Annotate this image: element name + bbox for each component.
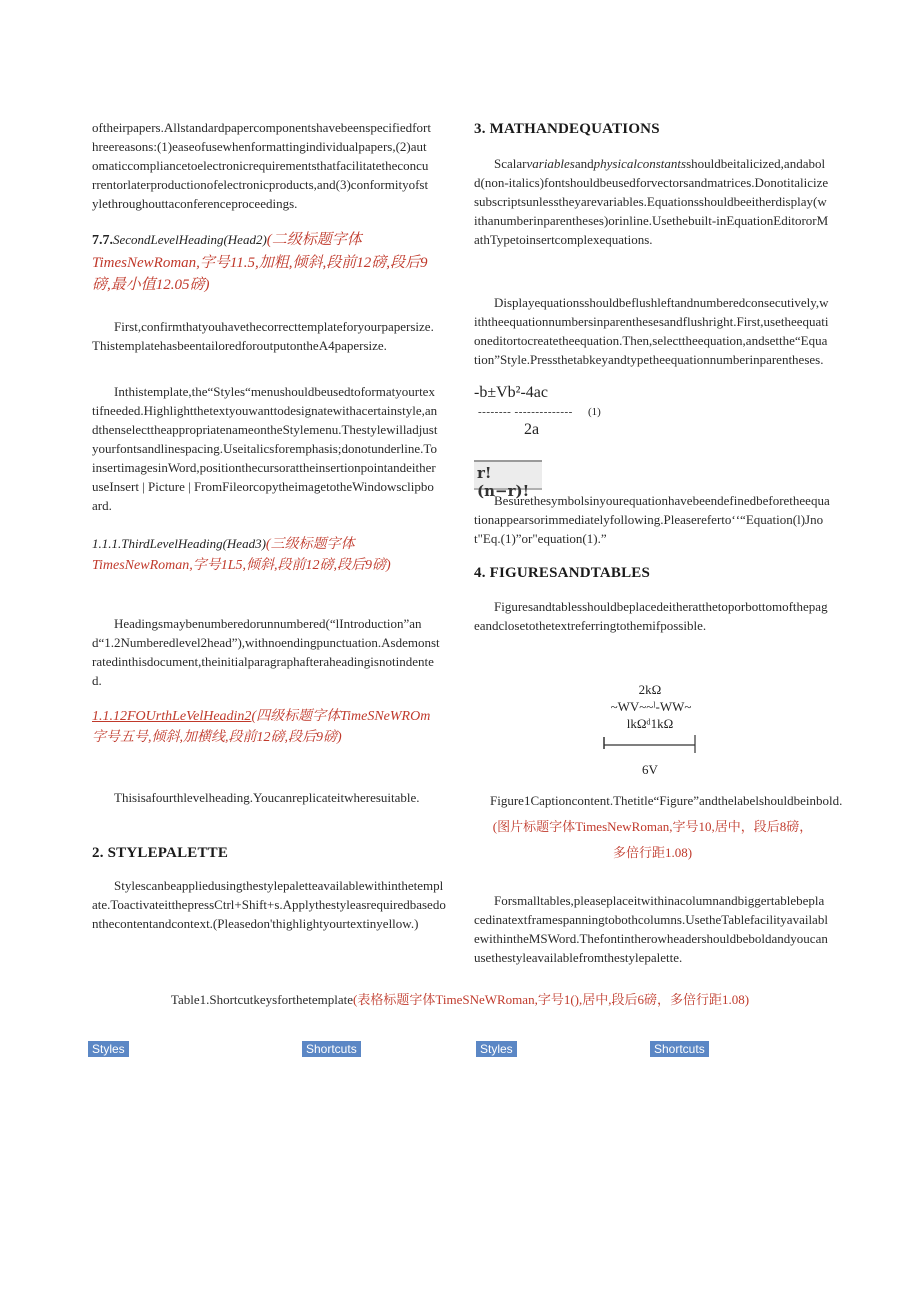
figure-caption	[490, 788, 843, 866]
tables-paragraph: Forsmalltables,pleaseplaceitwithinacolumnandbiggertablebeplacedinatextframespanningtobothcolumns.UsetheTablefacilityavailablewithintheMSWord.Thefontintherowheadershouldbeboldandyoucanusethestyleavailablefromthestylepalette.	[474, 893, 828, 965]
table-caption-text: Table1.Shortcutkeysforthetemplate	[170, 992, 354, 1007]
math-text-1: Scalar	[494, 156, 527, 171]
factorial-equation-image	[474, 460, 542, 500]
table-header-styles-2: Styles	[476, 1041, 517, 1057]
headings-paragraph: Headingsmaybenumberedorunnumbered(“lIntroduction”and“1.2Numberedlevel2head”),withnoendingpunctuation.Asdemonstratedinthisdocument,theinitialparagraphafteraheadingisnotindented.	[92, 616, 440, 688]
styles-paragraph: Inthistemplate,the“Styles“menushouldbeusedtoformatyourtextifneeded.Highlightthetextyouwanttodesignatewithacertainstyle,andthenselecttheappropriatenameontheStylemenu.Thestylewilladjustyourfontsandlinespacing.Useitalicsforemphasis;donotunderline.ToinsertimagesinWord,positionthecursorattheinsertionpointandeitheruseInsert | Picture | FromFileorcopytheimagetotheWindowsclipboard.	[92, 384, 438, 513]
circuit-label-1k: lkΩᵈ1kΩ	[626, 716, 674, 731]
head3-note: (三级标题字体TimesNewRoman,字号1L5,倾斜,段前12磅,段后9磅)	[92, 537, 391, 573]
head2-note: (二级标题字体TimesNewRoman,字号11.5,加粗,倾斜,段前12磅,段后9磅,最小值12.05磅)	[92, 232, 428, 293]
head3-title: 1.1.1.ThirdLevelHeading(Head3)	[92, 536, 266, 551]
circuit-voltage: 6V	[642, 762, 658, 777]
math-text-2: and	[574, 156, 594, 171]
equation-denominator: 2a	[524, 421, 540, 438]
figures-paragraph: Figuresandtablesshouldbeplacedeitheratthetoporbottomofthepageandclosetothetextreferringtothemifpossible.	[474, 599, 828, 633]
table-header-shortcuts-2: Shortcuts	[650, 1041, 709, 1057]
equation-number: (1)	[588, 406, 601, 418]
equation-fraction-bar: -------- --------------	[478, 406, 573, 418]
intro-paragraph: oftheirpapers.Allstandardpapercomponentshavebeenspecifiedforthreereasons:(1)easeofusewhenformattingindividualpapers,(2)automaticcompliancetoelectronicrequirementsthatfacilitatetheconcurrentorlaterproductionofelectronicproducts,and(3)conformityofstylethroughouttaconferenceproceedings.	[92, 120, 431, 211]
math-text-variables: variables	[526, 156, 575, 171]
display-equations-paragraph: Displayequationsshouldbeflushleftandnumberedconsecutively,withtheequationnumbersinparenthesesandflushright.First,usetheequationeditortocreatetheequation.Then,selecttheequation,andsetthe“Equation”Style.Pressthetabkeyandtypetheequationnumberinparentheses.	[474, 295, 829, 367]
fourth-heading-paragraph: Thisisafourthlevelheading.Youcanreplicateitwheresuitable.	[114, 790, 420, 805]
template-paragraph: First,confirmthatyouhavethecorrecttemplateforyourpapersize.ThistemplatehasbeentailoredforoutputontheA4papersize.	[92, 319, 434, 353]
head2-title: SecondLevelHeading(Head2)	[113, 232, 267, 247]
second-level-heading	[92, 229, 437, 296]
head4-title: 1.1.12FOUrthLeVelHeadin2	[92, 709, 252, 724]
circuit-label-2k: 2kΩ	[638, 682, 662, 697]
head4-note: (四级标题字体TimeSNeWROm字号五号,倾斜,加横线,段前12磅,段后9磅)	[92, 709, 431, 745]
math-text-3: shouldbeitalicized,andabold(non-italics)fontshouldbeusedforvectorsandmatrices.Donotitalicizesubscriptsunlesstheyarevariables.Equationsshouldbeeitherdisplay(withanumberinparentheses)orinline.Usethebuilt-inEquationEditororMathTypetoinsertcomplexequations.	[474, 156, 829, 247]
table-header-styles-1: Styles	[88, 1041, 129, 1057]
figure-caption-note: (图片标题字体TimesNewRoman,字号10,居中，段后8磅，多倍行距1.08)	[492, 819, 813, 860]
factorial-equation: r!(n−r)!	[477, 464, 530, 500]
head2-number: 7.7.	[92, 233, 113, 248]
table-header-shortcuts-1: Shortcuts	[302, 1041, 361, 1057]
section-2-title: 2. STYLEPALETTE	[92, 845, 229, 861]
circuit-resistors: ~WV~~ˡ-WW~	[610, 699, 692, 714]
palette-paragraph: Stylescanbeappliedusingthestylepaletteavailablewithinthetemplate.ToactivateitthepressCtrl+Shift+s.Applythestyleasrequiredbasedonthecontentandcontext.(Pleasedon'thighlightyourtextinyellow.)	[92, 878, 446, 931]
section-3-title: 3. MATHANDEQUATIONS	[474, 121, 660, 137]
figure-caption-text: Figure1Captioncontent.Thetitle“Figure”andthelabelshouldbeinbold.	[490, 793, 843, 808]
symbols-paragraph: Besurethesymbolsinyourequationhavebeendefinedbeforetheequationappearsorimmediatelyfollowing.Pleaserefertoʻʻ“Equation(l)Jnot"Eq.(1)”or"equation(1).”	[474, 493, 830, 546]
circuit-battery-line	[602, 733, 698, 755]
math-text-constants: physicalconstants	[593, 156, 687, 171]
table-caption-note: (表格标题字体TimeSNeWRoman,字号1(),居中,段后6磅，多倍行距1.08)	[353, 992, 750, 1007]
section-4-title: 4. FIGURESANDTABLES	[474, 565, 651, 581]
math-paragraph	[474, 154, 830, 249]
fourth-level-heading	[92, 706, 437, 748]
equation-numerator: -b±Vb²-4ac	[474, 384, 548, 401]
table-caption	[120, 989, 800, 1011]
third-level-heading	[92, 533, 432, 576]
